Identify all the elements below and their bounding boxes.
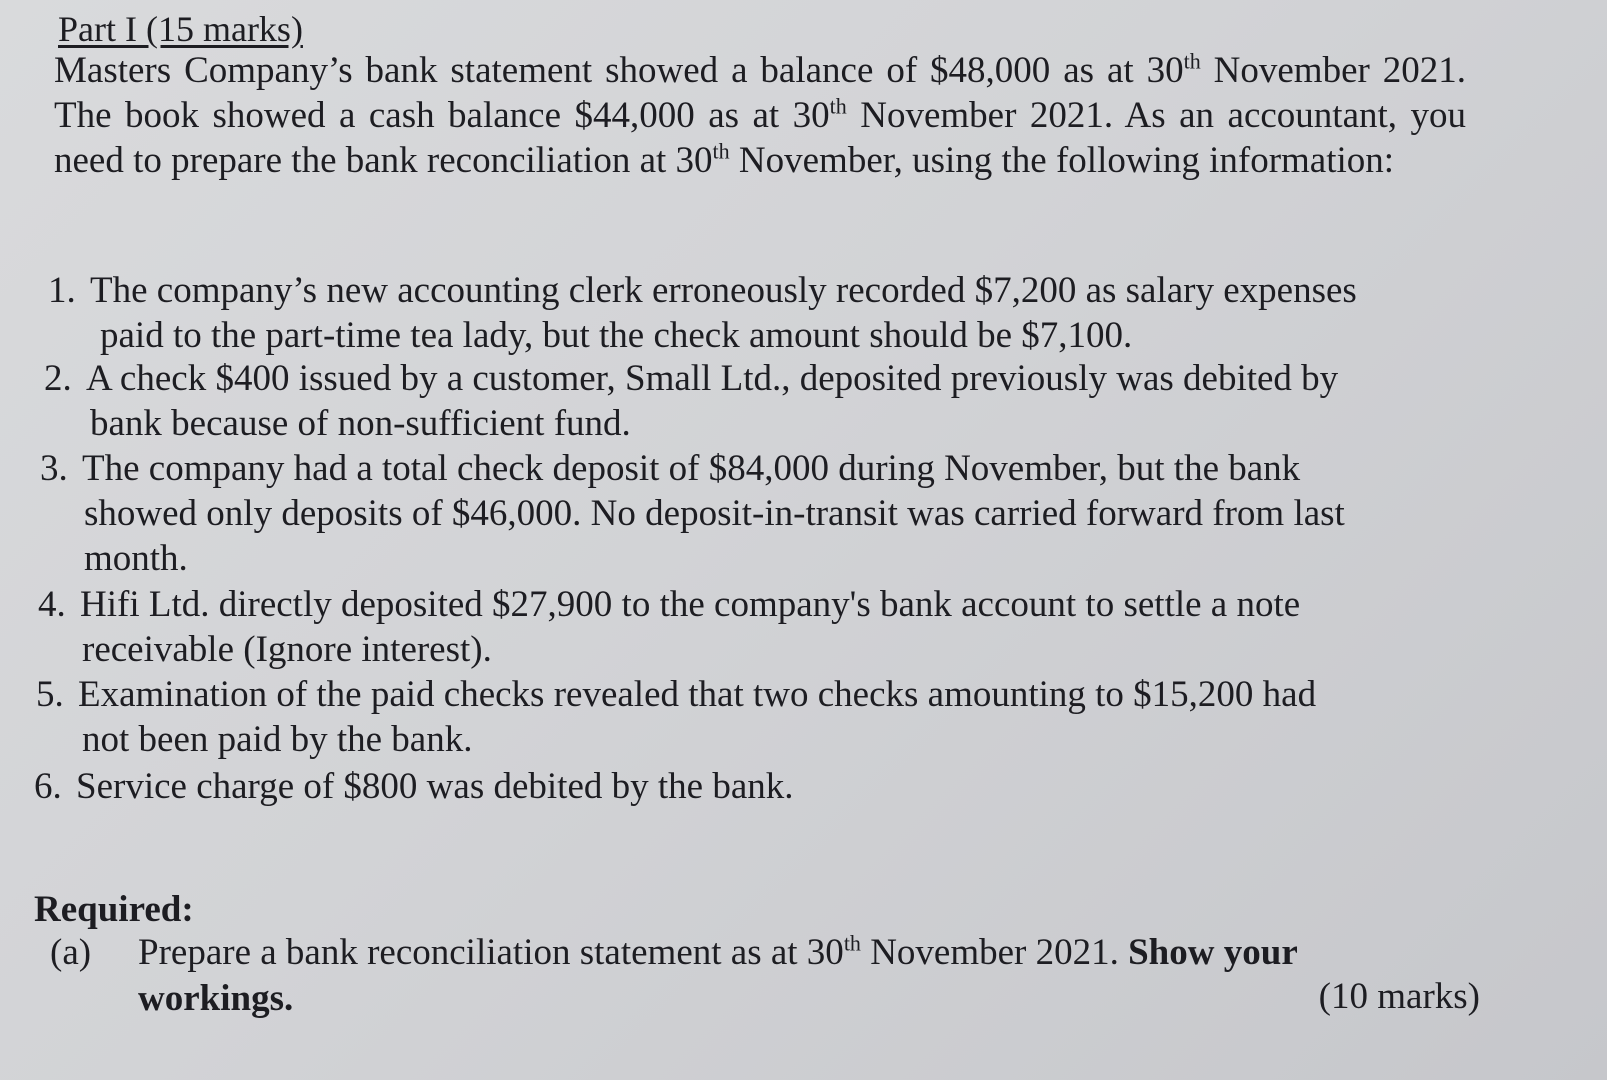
part-a-text-line1: [138, 930, 1298, 976]
part-heading: Part I (15 marks): [58, 9, 303, 49]
part-a-bold-tail: Show your: [1128, 932, 1298, 973]
ordinal-suffix: th: [829, 93, 847, 119]
ordinal-suffix: th: [843, 930, 861, 956]
item-number: 5.: [36, 674, 64, 715]
item-number: 3.: [40, 448, 68, 489]
item-text-line1: Examination of the paid checks revealed that two checks amounting to $15,200 had: [78, 674, 1317, 715]
ordinal-suffix: th: [1183, 48, 1201, 74]
intro-paragraph: [54, 48, 1466, 183]
part-label: (a): [50, 932, 92, 973]
item-text-line2: bank because of non-sufficient fund.: [90, 403, 631, 444]
part-a-text-line2: workings.: [138, 978, 294, 1019]
item-text-line1: The company’s new accounting clerk erroneously recorded $7,200 as salary expenses: [90, 270, 1357, 311]
item-text-line1: A check $400 issued by a customer, Small Ltd., deposited previously was debited by: [86, 358, 1339, 399]
item-number: 6.: [34, 766, 62, 807]
item-number: 1.: [48, 270, 76, 311]
item-text-line2: not been paid by the bank.: [82, 719, 473, 760]
item-text-line2: paid to the part-time tea lady, but the check amount should be $7,100.: [100, 315, 1133, 356]
marks-label: (10 marks): [1318, 976, 1480, 1017]
item-text-line1: Hifi Ltd. directly deposited $27,900 to the company's bank account to settle a note: [80, 584, 1301, 625]
intro-text-3: November 2021. As an accountant, you need to prepare the bank reconciliation at 30: [54, 95, 1466, 181]
intro-text-2: November 2021. The book showed a cash balance $44,000 as at 30: [54, 50, 1466, 136]
item-text-line2: showed only deposits of $46,000. No deposit-in-transit was carried forward from last: [84, 493, 1345, 534]
ordinal-suffix: th: [712, 138, 730, 164]
item-text-line1: The company had a total check deposit of $84,000 during November, but the bank: [82, 448, 1301, 489]
item-text-line2: receivable (Ignore interest).: [82, 629, 492, 670]
item-number: 2.: [44, 358, 72, 399]
required-heading: Required:: [34, 889, 194, 930]
intro-text-1: Masters Company’s bank statement showed a balance of $48,000 as at 30: [54, 50, 1184, 91]
item-text-line1: Service charge of $800 was debited by the bank.: [76, 766, 794, 807]
item-text-line3: month.: [84, 538, 188, 579]
part-a-text-after: November 2021.: [860, 932, 1129, 973]
part-a-text: Prepare a bank reconciliation statement as at 30: [138, 932, 844, 973]
intro-text-4: November, using the following information:: [729, 140, 1395, 181]
item-number: 4.: [38, 584, 66, 625]
